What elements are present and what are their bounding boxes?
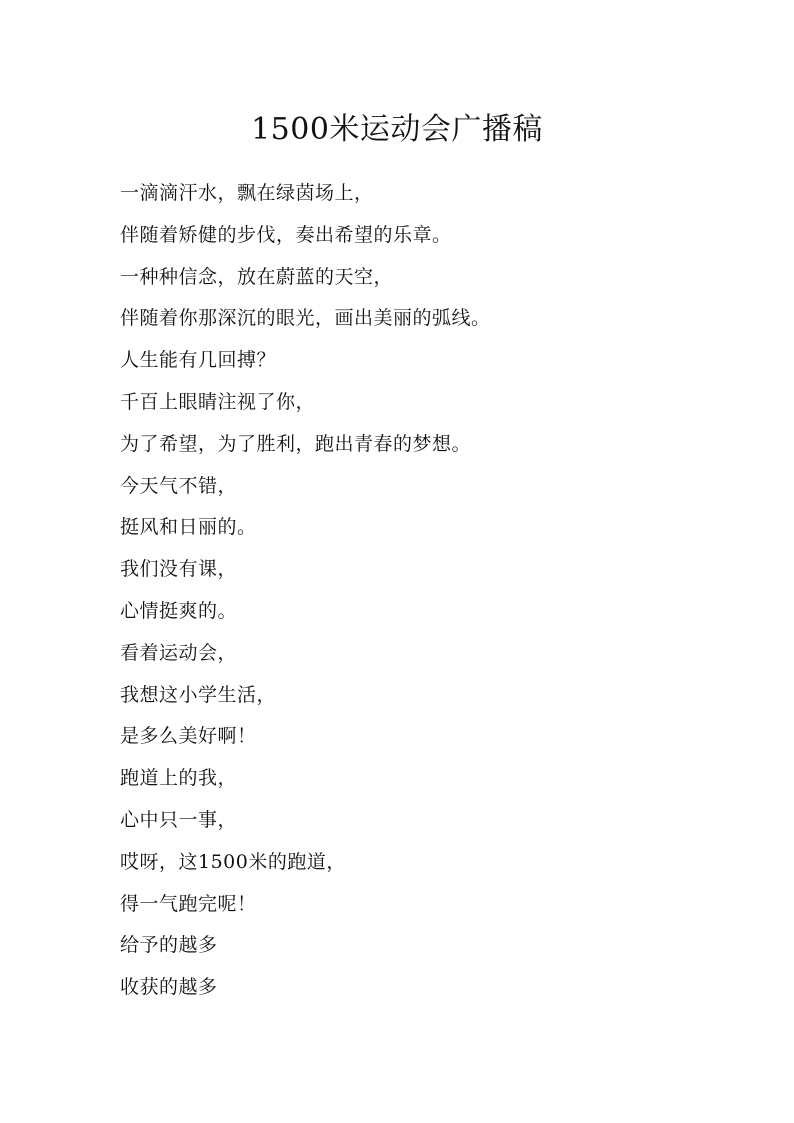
text-line: 看着运动会， [120,641,238,664]
text-line: 千百上眼睛注视了你， [120,390,316,413]
text-line: 跑道上的我， [120,767,238,790]
text-line: 哎呀，这1500米的跑道， [120,850,346,873]
text-line: 给予的越多 [120,934,218,957]
text-line: 一种种信念，放在蔚蓝的天空， [120,265,394,288]
text-line: 伴随着矫健的步伐，奏出希望的乐章。 [120,223,452,246]
text-line: 今天气不错， [120,474,238,497]
text-line: 挺风和日丽的。 [120,516,257,539]
text-line: 是多么美好啊！ [120,725,257,748]
text-line: 我想这小学生活， [120,683,277,706]
text-line: 人生能有几回搏？ [120,349,277,372]
text-line: 我们没有课， [120,558,238,581]
text-line: 收获的越多 [120,976,218,999]
document-title: 1500米运动会广播稿 [251,112,543,147]
text-line: 为了希望，为了胜利，跑出青春的梦想。 [120,432,472,455]
text-line: 心中只一事， [120,808,238,831]
text-line: 伴随着你那深沉的眼光，画出美丽的弧线。 [120,307,491,330]
text-line: 一滴滴汗水，飘在绿茵场上， [120,182,374,204]
text-line: 得一气跑完呢！ [120,892,257,915]
poem-body [120,175,720,1011]
text-line: 心情挺爽的。 [120,599,238,622]
